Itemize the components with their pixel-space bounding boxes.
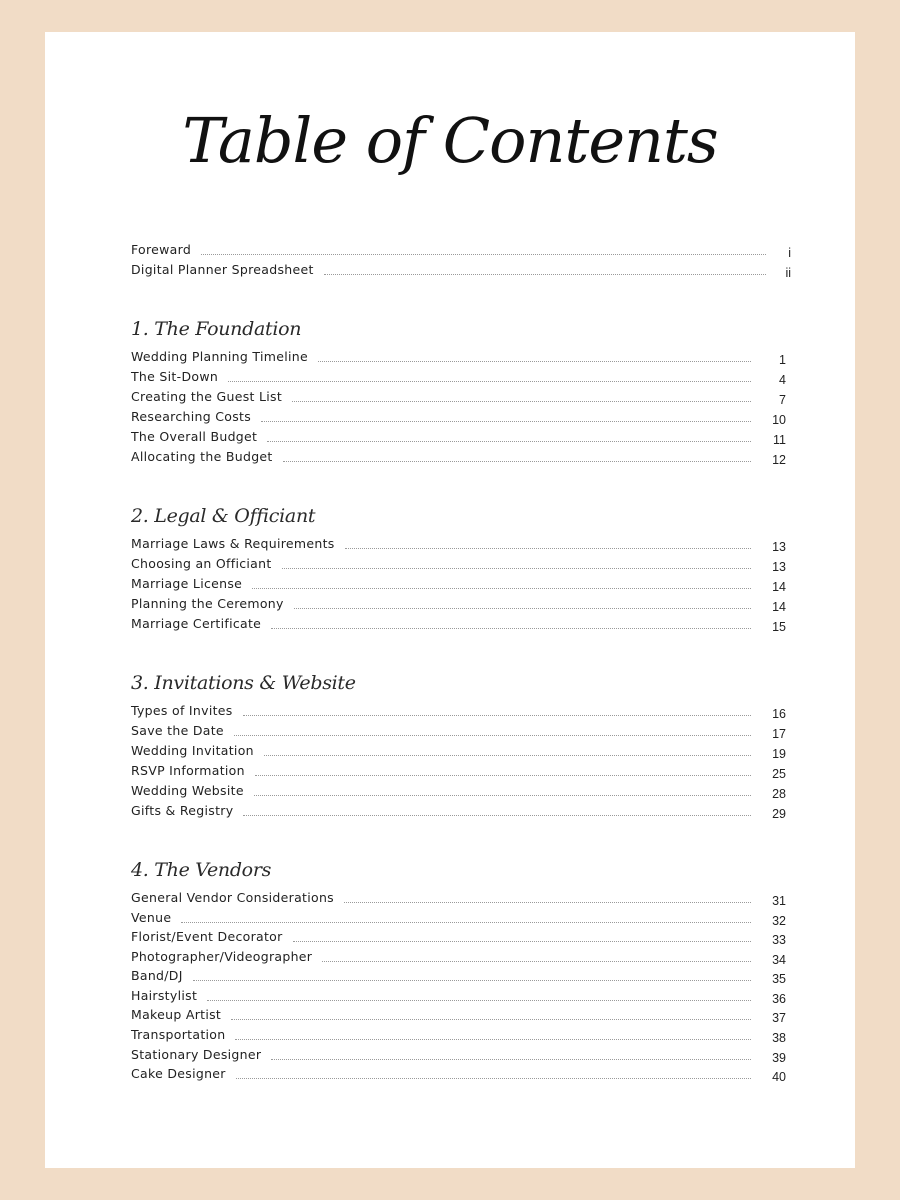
- toc-entry[interactable]: [131, 572, 786, 594]
- section-heading-legal-officiant: 2. Legal & Officiant: [131, 505, 316, 527]
- toc-entry-page: 15: [772, 620, 786, 634]
- dot-leader: [318, 360, 751, 362]
- toc-entry-label: Types of Invites: [131, 703, 233, 718]
- dot-leader: [254, 794, 751, 796]
- dot-leader: [271, 627, 751, 629]
- toc-entry-label: Creating the Guest List: [131, 389, 283, 404]
- toc-entry-page: 14: [772, 600, 786, 614]
- page-title: Table of Contents: [182, 104, 718, 177]
- section-heading-foundation: 1. The Foundation: [131, 318, 302, 340]
- toc-entry[interactable]: [131, 719, 786, 741]
- dot-leader: [345, 547, 751, 549]
- toc-entry[interactable]: [131, 405, 786, 427]
- toc-entry-page: 28: [772, 787, 786, 801]
- toc-entry[interactable]: [131, 365, 786, 387]
- toc-entry-label: Stationary Designer: [131, 1047, 262, 1062]
- toc-entry-label: Venue: [131, 910, 172, 925]
- toc-entry-page: 34: [772, 953, 786, 967]
- toc-entry[interactable]: [131, 699, 786, 721]
- toc-entry[interactable]: [131, 385, 786, 407]
- toc-entry[interactable]: [131, 964, 786, 986]
- dot-leader: [235, 1038, 751, 1040]
- toc-entry-label: Digital Planner Spreadsheet: [131, 262, 314, 277]
- dot-leader: [322, 960, 751, 962]
- toc-entry[interactable]: [131, 345, 786, 367]
- toc-entry-page: 38: [772, 1031, 786, 1045]
- dot-leader: [344, 901, 751, 903]
- toc-entry-page: 11: [773, 433, 786, 447]
- dot-leader: [282, 567, 751, 569]
- toc-entry-page: 10: [772, 413, 786, 427]
- toc-entry-label: Cake Designer: [131, 1066, 226, 1081]
- toc-entry[interactable]: [131, 799, 786, 821]
- dot-leader: [264, 754, 751, 756]
- toc-entry[interactable]: [131, 445, 786, 467]
- toc-entry[interactable]: [131, 532, 786, 554]
- toc-entry-page: 19: [772, 747, 786, 761]
- toc-entry-page: 14: [772, 580, 786, 594]
- toc-entry[interactable]: [131, 759, 786, 781]
- toc-entry-page: 32: [772, 914, 786, 928]
- toc-entry-page: 40: [772, 1070, 786, 1084]
- toc-entry-page: 13: [772, 560, 786, 574]
- document-page: [45, 32, 855, 1168]
- dot-leader: [193, 979, 751, 981]
- toc-entry-label: Makeup Artist: [131, 1007, 222, 1022]
- toc-entry-label: RSVP Information: [131, 763, 245, 778]
- toc-entry-label: Wedding Planning Timeline: [131, 349, 308, 364]
- toc-entry-label: Marriage Laws & Requirements: [131, 536, 335, 551]
- toc-entry-label: Allocating the Budget: [131, 449, 273, 464]
- toc-entry-page: 36: [772, 992, 786, 1006]
- toc-entry-label: Transportation: [131, 1027, 226, 1042]
- toc-entry-label: Planning the Ceremony: [131, 596, 284, 611]
- dot-leader: [267, 440, 751, 442]
- toc-entry-label: The Overall Budget: [131, 429, 258, 444]
- dot-leader: [261, 420, 751, 422]
- toc-entry-label: Band/DJ: [131, 968, 183, 983]
- toc-entry[interactable]: [131, 1062, 786, 1084]
- toc-entry-label: Gifts & Registry: [131, 803, 234, 818]
- toc-entry-page: 17: [772, 727, 786, 741]
- dot-leader: [292, 400, 751, 402]
- toc-entry[interactable]: [131, 592, 786, 614]
- toc-entry-page: 12: [772, 453, 786, 467]
- toc-entry[interactable]: [131, 739, 786, 761]
- toc-entry-page: 4: [779, 373, 786, 387]
- toc-entry-page: 25: [772, 767, 786, 781]
- toc-entry-label: Foreward: [131, 242, 192, 257]
- toc-entry-label: Hairstylist: [131, 988, 198, 1003]
- toc-entry-label: Researching Costs: [131, 409, 252, 424]
- toc-entry[interactable]: [131, 1023, 786, 1045]
- toc-entry-page: 31: [772, 894, 786, 908]
- toc-entry-foreward[interactable]: [131, 238, 791, 260]
- toc-entry-page: 35: [772, 972, 786, 986]
- toc-entry[interactable]: [131, 906, 786, 928]
- dot-leader: [231, 1018, 751, 1020]
- dot-leader: [294, 607, 751, 609]
- toc-entry-label: Choosing an Officiant: [131, 556, 272, 571]
- dot-leader: [293, 940, 751, 942]
- dot-leader: [201, 253, 766, 255]
- dot-leader: [207, 999, 751, 1001]
- section-heading-invitations-website: 3. Invitations & Website: [131, 672, 356, 694]
- dot-leader: [243, 814, 751, 816]
- dot-leader: [181, 921, 751, 923]
- toc-entry-page: 33: [772, 933, 786, 947]
- toc-entry-page: 39: [772, 1051, 786, 1065]
- toc-entry-label: Save the Date: [131, 723, 224, 738]
- toc-entry[interactable]: [131, 1003, 786, 1025]
- dot-leader: [271, 1058, 751, 1060]
- toc-entry-label: The Sit-Down: [131, 369, 219, 384]
- dot-leader: [243, 714, 751, 716]
- toc-entry-label: Wedding Website: [131, 783, 244, 798]
- toc-entry[interactable]: [131, 945, 786, 967]
- toc-entry[interactable]: [131, 925, 786, 947]
- dot-leader: [234, 734, 751, 736]
- dot-leader: [252, 587, 751, 589]
- dot-leader: [324, 273, 766, 275]
- toc-entry-label: General Vendor Considerations: [131, 890, 334, 905]
- toc-entry-label: Marriage Certificate: [131, 616, 262, 631]
- toc-entry-page: 13: [772, 540, 786, 554]
- dot-leader: [236, 1077, 751, 1079]
- toc-entry-page: 1: [779, 353, 786, 367]
- toc-entry[interactable]: [131, 425, 786, 447]
- toc-entry-label: Photographer/Videographer: [131, 949, 313, 964]
- toc-entry-page: 7: [779, 393, 786, 407]
- toc-entry[interactable]: [131, 886, 786, 908]
- toc-entry[interactable]: [131, 779, 786, 801]
- dot-leader: [228, 380, 751, 382]
- dot-leader: [255, 774, 751, 776]
- toc-entry[interactable]: [131, 612, 786, 634]
- toc-entry[interactable]: [131, 552, 786, 574]
- dot-leader: [283, 460, 751, 462]
- toc-entry-label: Marriage License: [131, 576, 243, 591]
- toc-entry-label: Florist/Event Decorator: [131, 929, 283, 944]
- toc-entry-page: 37: [772, 1011, 786, 1025]
- toc-entry-page: ii: [785, 266, 791, 280]
- toc-entry[interactable]: [131, 1043, 786, 1065]
- toc-entry-page: 16: [772, 707, 786, 721]
- toc-entry-label: Wedding Invitation: [131, 743, 254, 758]
- section-heading-vendors: 4. The Vendors: [131, 859, 272, 881]
- toc-entry-page: i: [788, 246, 791, 260]
- toc-entry-digital-planner-spreadsheet[interactable]: [131, 258, 791, 280]
- toc-entry[interactable]: [131, 984, 786, 1006]
- toc-entry-page: 29: [772, 807, 786, 821]
